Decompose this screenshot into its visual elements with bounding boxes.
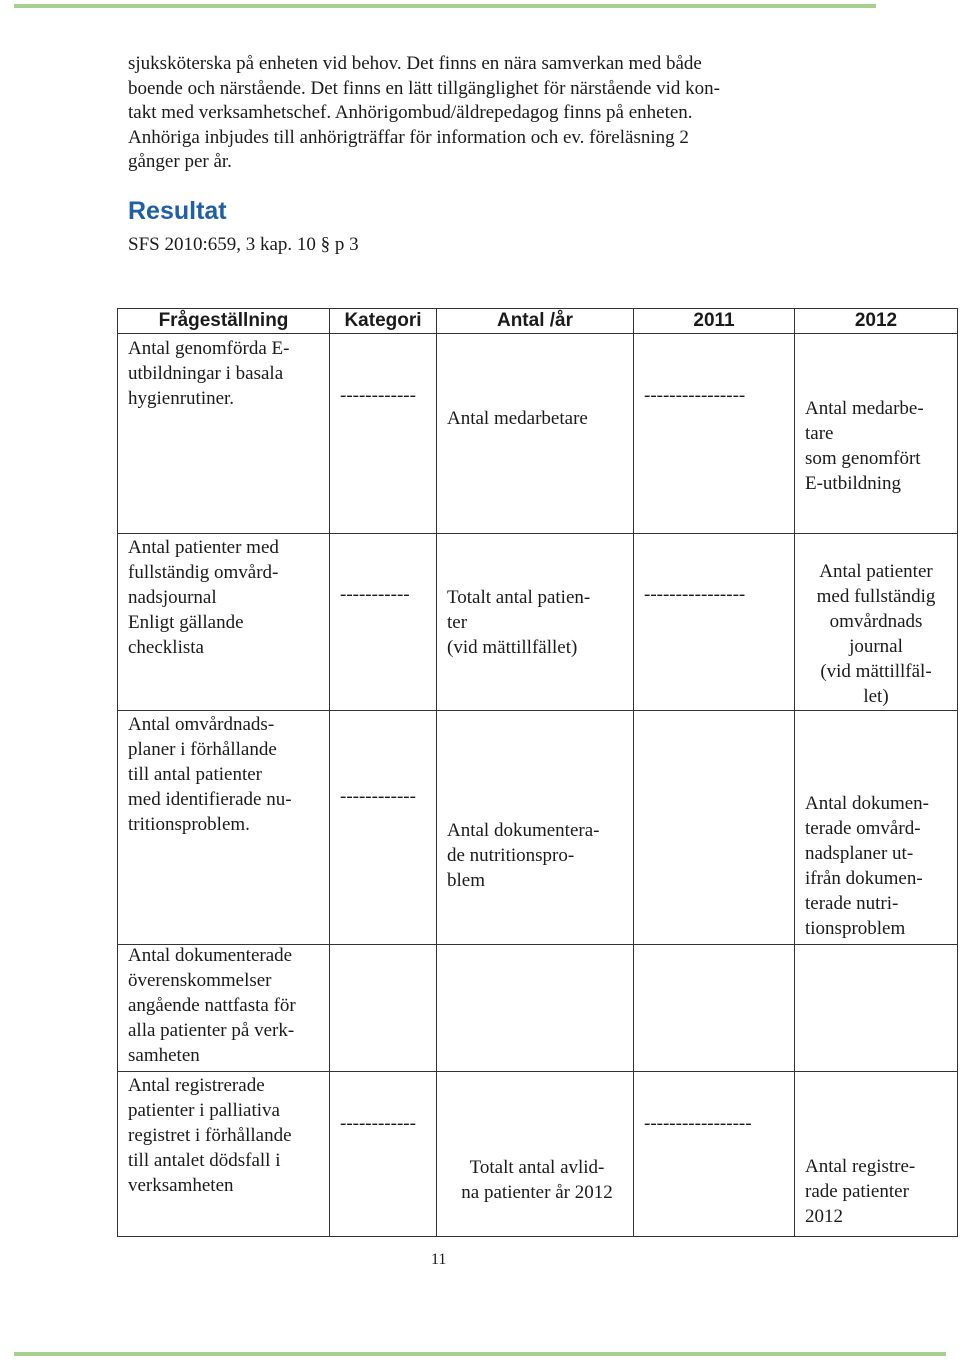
category-cell: ------------ [340,1113,416,1134]
table-row [118,711,958,945]
header-fragestallning: Frågeställning [118,309,330,334]
antal-cell: Totalt antal avlid- na patienter år 2012 [461,1157,613,1203]
table-row [118,334,958,534]
question-cell: Antal omvårdnads- planer i förhållande till antal patienter med identifierade nu- tritionsproblem. [128,714,292,835]
antal-cell: Totalt antal patien- ter (vid mättillfället) [447,587,591,658]
category-cell: ------------ [340,786,416,807]
question-cell: Antal patienter med fullständig omvård- nadsjournal Enligt gällande checklista [128,537,279,658]
year-2011-cell: ---------------- [644,584,746,605]
category-cell: ----------- [340,584,410,605]
year-2012-cell: Antal medarbe- tare som genomfört E-utbildning [805,398,924,494]
top-accent-bar [14,4,876,8]
table-header-row [118,309,958,334]
year-2012-cell: Antal registre- rade patienter 2012 [805,1156,916,1227]
table-row [118,534,958,711]
legal-reference: SFS 2010:659, 3 kap. 10 § p 3 [128,234,359,255]
intro-line: Anhöriga inbjudes till anhörigträffar för information och ev. föreläsning 2 [128,126,689,148]
intro-paragraph [128,52,768,175]
year-2011-cell: ---------------- [644,385,746,406]
intro-line: sjuksköterska på enheten vid behov. Det finns en nära samverkan med både [128,53,702,74]
intro-line: gånger per år. [128,151,232,172]
header-2012: 2012 [795,309,958,334]
bottom-accent-bar [14,1352,946,1356]
question-cell: Antal dokumenterade överenskommelser angående nattfasta för alla patienter på verk- samheten [128,945,296,1066]
page-number: 11 [431,1251,447,1268]
header-2011: 2011 [634,309,795,334]
intro-line: takt med verksamhetschef. Anhörigombud/äldrepedagog finns på enheten. [128,102,693,123]
question-cell: Antal genomförda E- utbildningar i basala hygienrutiner. [128,338,290,409]
table-row [118,1072,958,1237]
year-2012-cell: Antal patienter med fullständig omvårdnads journal (vid mättillfäl- let) [816,561,936,707]
antal-cell: Antal dokumentera- de nutritionspro- blem [447,820,600,891]
category-cell: ------------ [340,385,416,406]
section-heading: Resultat [128,197,227,225]
table-row [118,945,958,1072]
antal-cell: Antal medarbetare [447,408,588,429]
results-table [117,308,958,1237]
header-kategori: Kategori [330,309,437,334]
question-cell: Antal registrerade patienter i palliativa registret i förhållande till antalet dödsfall i verksamheten [128,1075,292,1196]
intro-line: boende och närstående. Det finns en lätt tillgänglighet för närstående vid kon- [128,77,720,99]
year-2011-cell: ----------------- [644,1113,752,1134]
header-antal: Antal /år [437,309,634,334]
year-2012-cell: Antal dokumen- terade omvård- nadsplaner ut- ifrån dokumen- terade nutri- tionsproblem [805,793,930,939]
